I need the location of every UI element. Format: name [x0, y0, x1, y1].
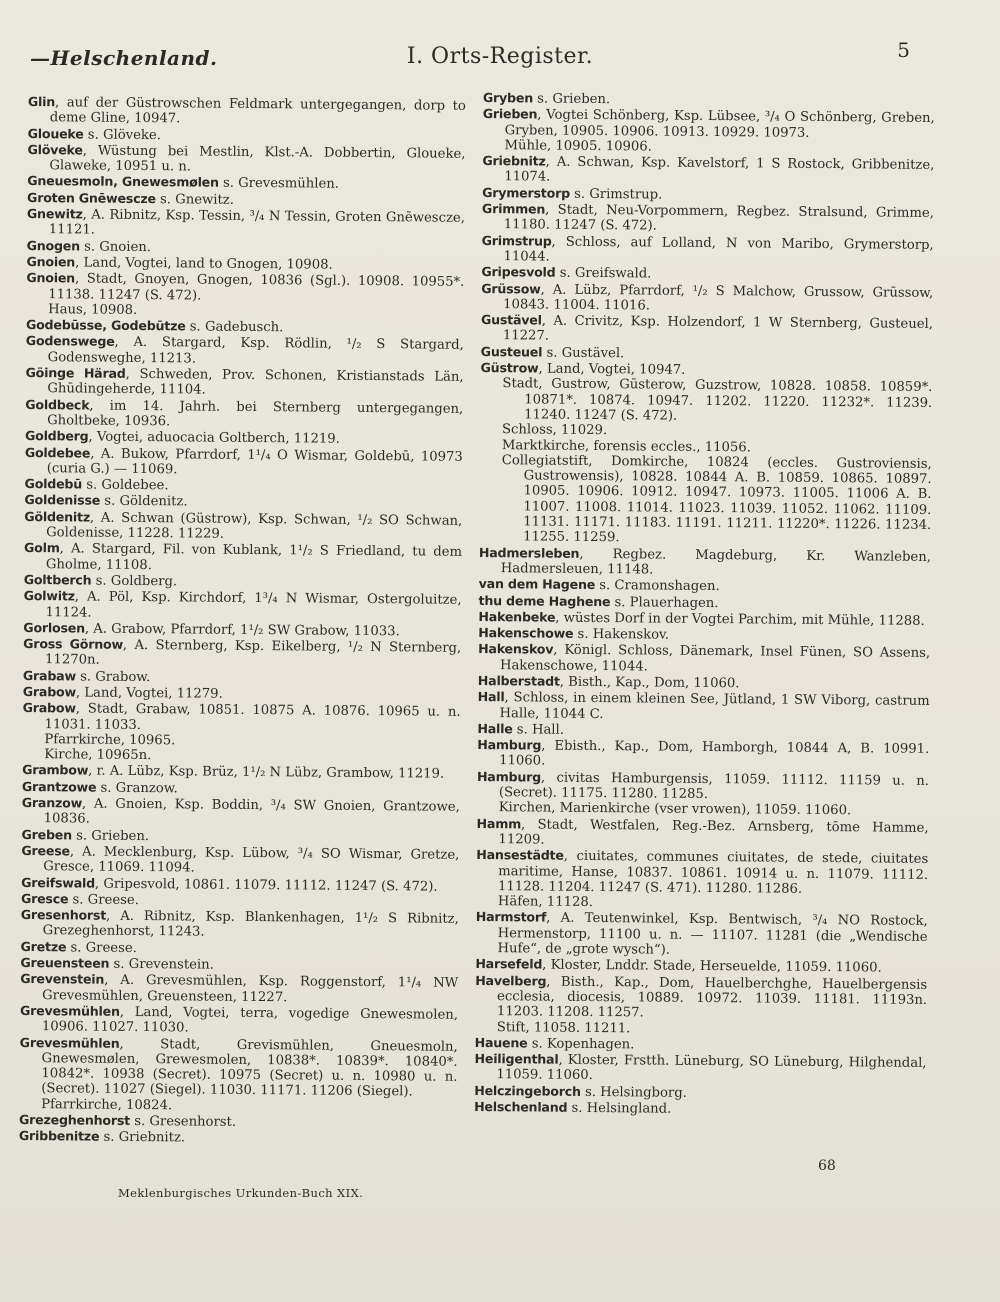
entry-headword: Goltberch — [23, 571, 92, 588]
entry-text: , auf der Güstrowschen Feldmark untergegangen, dorp to deme Gline, 10947. — [49, 95, 466, 127]
entry-text: , Gripesvold, 10861. 11079. 11112. 11247 (S. 472). — [94, 876, 438, 895]
entry-text: , A. Crivitz, Ksp. Holzendorf, 1 W Sternberg, Gusteuel, 11227. — [502, 313, 934, 345]
entry-headword: Hamburg — [476, 768, 542, 785]
entry-text: , A. Ribnitz, Ksp. Tessin, ³/₄ N Tessin, Groten Gnēwescze, 11121. — [48, 207, 465, 238]
entry-text: s. Granzow. — [96, 780, 178, 797]
entry-text: , Schloss, auf Lolland, N von Maribo, Grymerstorp, 11044. — [503, 234, 934, 265]
entry-text: s. Grevenstein. — [109, 956, 214, 973]
entry-headword: Gorlosen — [23, 619, 85, 636]
register-entry — [25, 397, 463, 432]
entry-headword: Grabow — [22, 683, 77, 700]
entry-text: , A. Schwan (Güstrow), Ksp. Schwan, ¹/₂ SO Schwan, Goldenisse, 11228. 11229. — [46, 510, 463, 542]
entry-headword: Hamm — [476, 815, 522, 832]
running-head-page-number: 5 — [897, 38, 910, 62]
entry-headword: Grabow — [22, 700, 76, 716]
register-subentry: Pfarrkirche, 10824. — [41, 1096, 173, 1113]
register-entry — [22, 700, 460, 735]
entry-text: , Ebisth., Kap., Dom, Hamborgh, 10844 A, B. 10991. 11060. — [499, 738, 930, 770]
register-entry — [483, 106, 935, 142]
entry-headword: Hauene — [474, 1034, 528, 1051]
entry-text: , Stadt, Grevismühlen, Gneuesmoln, Gnewesmølen, Grewesmolen, 10838*. 10839*. 10840*. 10842*. 10938 (Secret). 10975 (Secret) u. n. 10980 u. n. (Secret). 11027 (Siegel). 11030. 11171. 11206 (Siegel). — [41, 1036, 458, 1100]
entry-headword: Gribbenitze — [18, 1128, 100, 1144]
register-entry — [478, 641, 930, 677]
entry-text: , A. Grevesmühlen, Ksp. Roggenstorf, 1¹/₄ NW Grevesmühlen, Greuensteen, 11227. — [42, 973, 459, 1005]
entry-headword: Hakenschowe — [478, 625, 574, 641]
entry-headword: Godenswege — [25, 333, 115, 350]
entry-text: , A. Sternberg, Ksp. Eikelberg, ¹/₂ N Sternberg, 11270n. — [44, 637, 462, 669]
entry-text: , wüstes Dorf in der Vogtei Parchim, mit Mühle, 11288. — [555, 610, 925, 629]
entry-headword: Goldenisse — [24, 492, 101, 509]
entry-headword: Grymerstorp — [482, 184, 570, 201]
entry-headword: Grevesmühlen — [19, 1034, 120, 1051]
entry-headword: Gresenhorst — [20, 907, 107, 923]
entry-headword: Granzow — [21, 795, 83, 811]
register-subentry: Haus, 10908. — [48, 302, 138, 318]
entry-text: s. Griebnitz. — [99, 1129, 186, 1146]
register-entry — [21, 907, 459, 942]
register-entry — [21, 843, 459, 878]
entry-headword: Hakenskov — [478, 641, 554, 658]
register-entry — [23, 588, 461, 623]
entry-headword: Groten Gnēwescze — [27, 189, 156, 206]
entry-headword: Heiligenthal — [474, 1051, 559, 1067]
register-entry — [477, 689, 929, 725]
entry-text: s. Gnewitz. — [155, 191, 235, 208]
entry-headword: Harsefeld — [475, 956, 543, 972]
entry-headword: Grevenstein — [20, 971, 105, 988]
entry-text: , A. Grabow, Pfarrdorf, 1¹/₂ SW Grabow, 11033. — [84, 621, 400, 640]
entry-headword: Göldenitz — [24, 508, 91, 525]
entry-headword: Greben — [21, 826, 73, 843]
register-entry — [482, 201, 934, 237]
register-entry — [474, 1099, 926, 1119]
entry-headword: Glöveke — [27, 141, 83, 158]
entry-text: s. Plauerhagen. — [610, 594, 719, 611]
entry-headword: Hadmersleben — [478, 544, 580, 561]
running-head-left: —Helschenland. — [30, 46, 218, 70]
entry-text: s. Grimstrup. — [569, 186, 663, 203]
entry-text: , Stadt, Grabaw, 10851. 10875 A. 10876. 10965 u. n. 11031. 11033. — [44, 701, 461, 733]
entry-text: , Land, Vogtei, land to Gnogen, 10908. — [75, 255, 333, 273]
entry-headword: Goldebee — [24, 444, 91, 461]
entry-headword: Hamburg — [477, 737, 542, 753]
register-entry — [476, 847, 928, 898]
entry-text: s. Hakenskov. — [573, 626, 670, 643]
register-entry — [19, 1034, 458, 1100]
register-subentry: Kirche, 10965n. — [44, 747, 152, 764]
entry-headword: Hansestädte — [476, 847, 564, 863]
entry-headword: Grabaw — [22, 667, 76, 684]
entry-headword: thu deme Haghene — [478, 592, 611, 609]
entry-headword: Grimstrup — [481, 232, 552, 249]
entry-text: , Wüstung bei Mestlin, Klst.-A. Dobbertin, Gloueke, Glaweke, 10951 u. n. — [49, 143, 466, 175]
entry-headword: Hakenbeke — [478, 608, 556, 625]
entry-headword: Golm — [23, 540, 60, 556]
register-entry — [23, 636, 461, 671]
entry-headword: Gross Görnow — [23, 636, 124, 652]
register-entry — [27, 206, 465, 241]
register-entry — [475, 973, 927, 1024]
entry-headword: Halberstadt — [477, 672, 560, 689]
entry-headword: Helschenland — [474, 1098, 568, 1115]
register-entry — [24, 540, 462, 575]
entry-text: , A. Bukow, Pfarrdorf, 1¹/₄ O Wismar, Goldebū, 10973 (curia G.) — 11069. — [46, 446, 463, 478]
entry-text: , im 14. Jahrh. bei Sternberg untergegangen, Gholtbeke, 10936. — [47, 398, 464, 430]
entry-headword: Grüssow — [481, 280, 541, 297]
entry-text: , Königl. Schloss, Dänemark, Insel Fünen, SO Assens, Hakenschowe, 11044. — [499, 643, 931, 675]
register-entry — [27, 142, 465, 177]
entry-headword: Greifswald — [21, 874, 96, 891]
register-subentry: Stift, 11058. 11211. — [496, 1019, 631, 1036]
entry-headword: Gnogen — [26, 237, 81, 254]
register-entry — [20, 971, 458, 1006]
register-entry — [24, 509, 462, 544]
entry-headword: Gnoien — [26, 270, 76, 286]
entry-text: , Stadt, Neu-Vorpommern, Regbez. Stralsund, Grimme, 11180. 11247 (S. 472). — [503, 202, 935, 234]
entry-text: , A. Pöl, Ksp. Kirchdorf, 1³/₄ N Wismar, Ostergoluitze, 11124. — [45, 589, 462, 621]
register-subentry: Stadt, Gustrow, Gūsterow, Guzstrow, 10828. 10858. 10859*. 10871*. 10874. 10947. 11202. 11220. 11232*. 11239. 11240. 11247 (S. 472). — [502, 376, 933, 424]
entry-headword: Griebnitz — [482, 153, 546, 169]
entry-text: , Schloss, in einem kleinen See, Jütland, 1 SW Viborg, castrum Halle, 11044 C. — [499, 690, 930, 722]
sheet-number: 68 — [818, 1158, 836, 1174]
entry-text: , Bisth., Kap., Dom, 11060. — [559, 674, 740, 692]
entry-text: , Stadt, Westfalen, Reg.-Bez. Arnsberg, tōme Hamme, 11209. — [498, 817, 929, 848]
entry-headword: Havelberg — [475, 972, 547, 989]
register-entry — [474, 1051, 926, 1087]
entry-headword: Gresce — [20, 890, 69, 907]
entry-headword: Göinge Härad — [25, 365, 126, 381]
entry-headword: Hall — [477, 689, 505, 705]
entry-text: , A. Teutenwinkel, Ksp. Bentwisch, ³/₄ NO Rostock, Hermenstorp, 11100 u. n. — 11107. 11281 (die „Wendische Hufe“, de „grote wysch“). — [497, 911, 928, 958]
entry-headword: Gneuesmoln, Gnewesmølen — [27, 173, 219, 191]
entry-text: , A. Stargard, Ksp. Rödlin, ¹/₂ S Stargard, Godensweghe, 11213. — [47, 335, 464, 367]
register-entry — [26, 270, 464, 305]
entry-headword: Greuensteen — [20, 954, 110, 971]
entry-headword: Grambow — [22, 762, 89, 779]
register-entry — [481, 233, 933, 269]
entry-headword: Goldebū — [24, 476, 83, 492]
entry-text: s. Helsingborg. — [580, 1084, 687, 1101]
entry-headword: Gnewitz — [26, 206, 83, 222]
entry-text: , Bisth., Kap., Dom, Hauelberchghe, Hauelbergensis ecclesia, diocesis, 10889. 10972. 11039. 11181. 11193n. 11203. 11208. 11257. — [496, 974, 928, 1021]
footer-title: Meklenburgisches Urkunden-Buch XIX. — [118, 1186, 364, 1200]
entry-text: s. Gadebusch. — [185, 319, 284, 336]
entry-headword: Gloueke — [27, 125, 84, 142]
register-entry — [476, 816, 928, 852]
register-entry — [482, 153, 934, 189]
entry-text: , Vogtei Schönberg, Ksp. Lübsee, ³/₄ O Schönberg, Greben, Gryben, 10905. 10906. 10913. 10929. 10973. — [504, 107, 935, 141]
register-column-right — [474, 90, 935, 1119]
entry-text: s. Goldberg. — [91, 573, 178, 590]
entry-text: , A. Mecklenburg, Ksp. Lübow, ³/₄ SO Wismar, Gretze, Gresce, 11069. 11094. — [43, 844, 460, 876]
register-entry — [481, 312, 933, 348]
entry-text: s. Grevesmühlen. — [218, 176, 340, 193]
register-entry — [22, 795, 460, 830]
entry-text: , Schweden, Prov. Schonen, Kristianstads Län, Ghūdingeherde, 11104. — [47, 366, 464, 398]
entry-text: , A. Ribnitz, Ksp. Blankenhagen, 1¹/₂ S Ribnitz, Grezeghenhorst, 11243. — [42, 908, 459, 941]
entry-text: s. Cramonshagen. — [595, 578, 720, 595]
entry-text: s. Kopenhagen. — [527, 1036, 635, 1053]
register-subentry: Kirchen, Marienkirche (vser vrowen), 11059. 11060. — [498, 800, 852, 819]
entry-text: , r. A. Lübz, Ksp. Brüz, 1¹/₂ N Lübz, Grambow, 11219. — [88, 764, 445, 783]
register-subentry: Pfarrkirche, 10965. — [44, 732, 176, 749]
entry-text: , Kloster, Lnddr. Stade, Herseuelde, 11059. 11060. — [542, 957, 882, 976]
entry-text: , Kloster, Frstth. Lüneburg, SO Lüneburg, Hilghendal, 11059. 11060. — [496, 1052, 927, 1084]
entry-text: s. Greese. — [66, 940, 137, 956]
entry-text: , Regbez. Magdeburg, Kr. Wanzleben, Hadmersleuen, 11148. — [500, 546, 932, 578]
entry-text: s. Goldebee. — [81, 477, 169, 494]
entry-headword: Goldbeck — [25, 396, 90, 413]
entry-text: s. Greifswald. — [555, 265, 652, 282]
register-subentry: Häfen, 11128. — [497, 894, 594, 911]
register-subentry: Marktkirche, forensis eccles., 11056. — [501, 437, 751, 455]
entry-text: , civitas Hamburgensis, 11059. 11112. 11159 u. n. (Secret). 11175. 11280. 11285. — [498, 770, 930, 803]
entry-text: s. Hall. — [512, 722, 565, 738]
entry-headword: Harmstorf — [475, 909, 547, 926]
entry-text: s. Helsingland. — [567, 1100, 672, 1117]
entry-headword: Golwitz — [23, 588, 75, 604]
entry-text: s. Gnoien. — [79, 239, 152, 255]
register-column-left — [19, 94, 466, 1148]
register-subentry: Schloss, 11029. — [501, 422, 608, 439]
entry-headword: Glin — [27, 94, 56, 110]
entry-headword: Godebūsse, Godebūtze — [25, 317, 186, 334]
register-subentry: Collegiatstift, Domkirche, 10824 (eccles. Gustroviensis, Gustrowensis), 10828. 10844 A. B. 10859. 10865. 10897. 10905. 10906. 10912. 10947. 10973. 11005. 11006 A. B. 11007. 11008. 11014. 11023. 11039. 11052. 11062. 11109. 11131. 11171. 11183. 11191. 11211. 11220*. 11226. 11234. 11255. 11259. — [501, 453, 932, 546]
entry-text: s. Gresenhorst. — [129, 1113, 237, 1130]
entry-text: , A. Lübz, Pfarrdorf, ¹/₂ S Malchow, Grussow, Grūssow, 10843. 11004. 11016. — [503, 282, 934, 314]
register-entry — [25, 365, 463, 400]
entry-headword: Gnoien — [26, 253, 76, 270]
entry-text: s. Göldenitz. — [100, 494, 188, 510]
entry-text: , Land, Vogtei, 10947. — [538, 361, 686, 378]
entry-headword: Gripesvold — [481, 264, 556, 280]
register-entry — [20, 1003, 458, 1038]
entry-text: s. Grieben. — [532, 91, 611, 108]
entry-text: s. Grieben. — [71, 828, 150, 844]
entry-text: s. Glöveke. — [83, 127, 161, 143]
register-entry — [477, 737, 929, 773]
entry-text: , ciuitates, communes ciuitates, de stede, ciuitates maritime, Hanse, 10837. 10861. 10914 u. n. 11079. 11112. 11128. 11204. 11247 (S. 471). 11280. 11286. — [497, 848, 929, 897]
register-entry — [481, 281, 933, 317]
entry-headword: Grezeghenhorst — [18, 1111, 131, 1128]
entry-text: s. Gustävel. — [542, 345, 625, 361]
entry-text: , A. Gnoien, Ksp. Boddin, ³/₄ SW Gnoien, Grantzowe, 10836. — [43, 796, 460, 827]
entry-headword: Grimmen — [481, 201, 546, 217]
entry-headword: Grevesmühlen — [19, 1002, 120, 1019]
register-entry — [28, 94, 466, 129]
entry-text: s. Grabow. — [75, 669, 151, 685]
entry-headword: van dem Hagene — [478, 576, 596, 593]
entry-text: , A. Schwan, Ksp. Kavelstorf, 1 S Rostock, Gribbenitze, 11074. — [504, 154, 935, 186]
entry-text: , Land, Vogtei, 11279. — [75, 685, 223, 702]
register-subentry: Mühle, 10905. 10906. — [504, 138, 652, 155]
register-entry — [479, 545, 931, 581]
entry-headword: Grieben — [482, 106, 538, 122]
register-entry — [19, 1128, 457, 1148]
register-entry — [26, 333, 464, 368]
entry-headword: Greese — [21, 842, 70, 859]
register-entry — [477, 769, 929, 805]
entry-headword: Halle — [477, 720, 513, 737]
register-entry — [25, 445, 463, 480]
register-entry — [475, 909, 927, 960]
entry-text: , Vogtei, aduocacia Goltberch, 11219. — [88, 429, 340, 447]
entry-text: , Stadt, Gnoyen, Gnogen, 10836 (Sgl.). 10908. 10955*. 11138. 11247 (S. 472). — [48, 271, 465, 304]
entry-headword: Goldberg — [24, 428, 89, 444]
running-head-title: I. Orts-Register. — [406, 44, 594, 69]
entry-text: , Land, Vogtei, terra, vogedige Gnewesmolen, 10906. 11027. 11030. — [41, 1004, 459, 1036]
entry-text: s. Greese. — [68, 892, 140, 908]
entry-headword: Gretze — [20, 938, 67, 955]
entry-headword: Gustävel — [480, 312, 542, 328]
entry-headword: Gryben — [482, 90, 534, 106]
entry-headword: Güstrow — [480, 360, 539, 376]
entry-headword: Helczingeborch — [474, 1082, 581, 1099]
entry-headword: Grantzowe — [21, 778, 97, 795]
entry-headword: Gusteuel — [480, 343, 543, 360]
entry-text: , A. Stargard, Fil. von Kublank, 1¹/₂ S Friedland, tu dem Gholme, 11108. — [45, 541, 463, 573]
